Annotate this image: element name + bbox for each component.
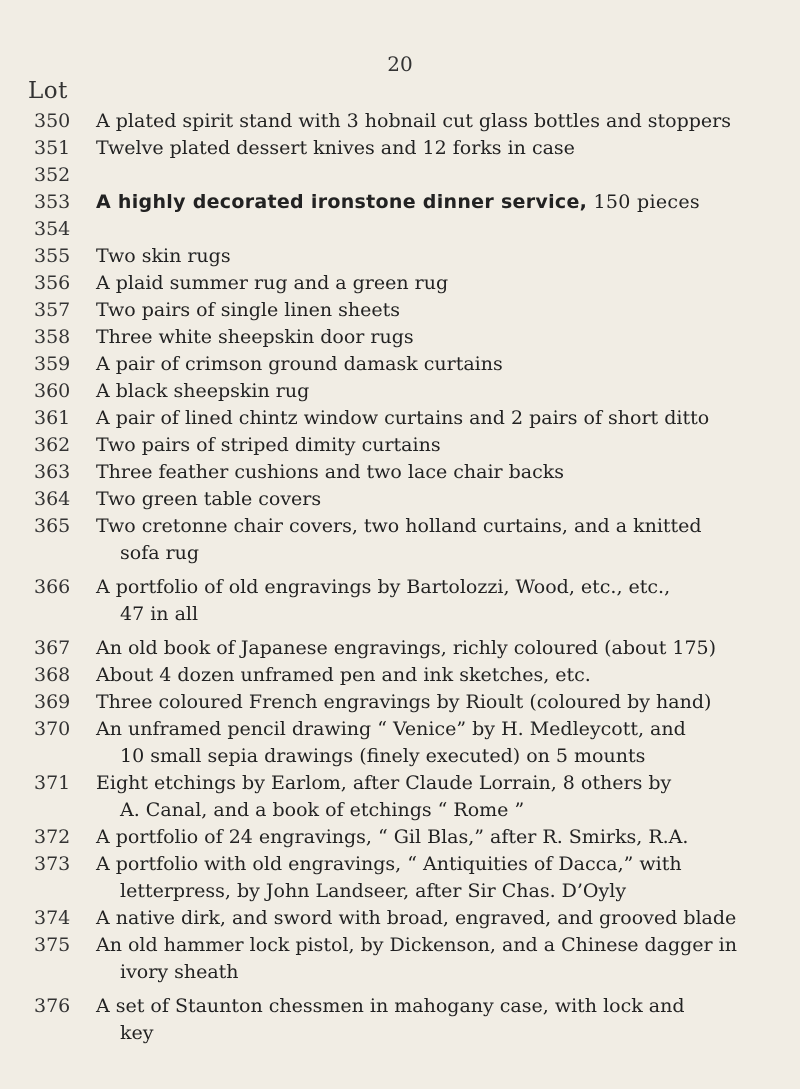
lot-description: Three feather cushions and two lace chair backs (96, 461, 565, 483)
lot-number: 366 (34, 576, 71, 598)
lot-description: Two green table covers (96, 488, 322, 510)
lot-description: Twelve plated dessert knives and 12 forks in case (96, 137, 575, 159)
lot-number: 355 (34, 245, 71, 267)
lot-number: 369 (34, 691, 71, 713)
lot-description: A portfolio with old engravings, “ Antiquities of Dacca,” with letterpress, by John Landseer, after Sir Chas. D’Oyly (96, 853, 682, 902)
lot-number: 357 (34, 299, 71, 321)
lot-description: Two pairs of single linen sheets (96, 299, 401, 321)
lot-description: A plaid summer rug and a green rug (96, 272, 449, 294)
lot-description: A set of Staunton chessmen in mahogany case, with lock and key (96, 995, 685, 1044)
lot-description (88, 216, 786, 243)
lot-entry (34, 716, 786, 770)
lot-entry (34, 486, 786, 513)
lot-number: 363 (34, 461, 71, 483)
lot-entry (34, 189, 786, 216)
lot-description: An unframed pencil drawing “ Venice” by H. Medleycott, and 10 small sepia drawings (finely executed) on 5 mounts (96, 718, 686, 767)
lot-description: Eight etchings by Earlom, after Claude Lorrain, 8 others by A. Canal, and a book of etchings “ Rome ” (96, 772, 672, 821)
lot-number: 352 (34, 164, 71, 186)
lot-entry (34, 635, 786, 662)
lot-number: 374 (34, 907, 71, 929)
lot-number: 354 (34, 218, 71, 240)
lot-description: A pair of lined chintz window curtains and 2 pairs of short ditto (96, 407, 710, 429)
lot-entry (34, 108, 786, 135)
lot-number: 368 (34, 664, 71, 686)
lot-entry (34, 351, 786, 378)
lot-entry (34, 662, 786, 689)
lot-description: An old book of Japanese engravings, richly coloured (about 175) (96, 637, 717, 659)
lot-entry (34, 689, 786, 716)
lot-number: 367 (34, 637, 71, 659)
lot-description (88, 162, 786, 189)
lot-entry (34, 297, 786, 324)
lot-entry (34, 770, 786, 824)
lot-entry (34, 162, 786, 189)
lot-number: 372 (34, 826, 71, 848)
lot-column-heading: Lot (28, 78, 68, 104)
lot-entry (34, 574, 786, 628)
lot-entry (34, 405, 786, 432)
lot-description: A highly decorated ironstone dinner service, 150 pieces (96, 191, 700, 213)
lot-description: Two pairs of striped dimity curtains (96, 434, 441, 456)
lot-description: A pair of crimson ground damask curtains (96, 353, 503, 375)
lot-description: About 4 dozen unframed pen and ink sketches, etc. (96, 664, 591, 686)
lot-number: 353 (34, 191, 71, 213)
lot-entry (34, 270, 786, 297)
lot-description: A native dirk, and sword with broad, engraved, and grooved blade (96, 907, 737, 929)
lot-entry (34, 243, 786, 270)
lot-number: 361 (34, 407, 71, 429)
lot-number: 350 (34, 110, 71, 132)
lot-description: A plated spirit stand with 3 hobnail cut glass bottles and stoppers (96, 110, 731, 132)
lot-number: 371 (34, 772, 71, 794)
lot-entry (34, 432, 786, 459)
lot-description: Three white sheepskin door rugs (96, 326, 414, 348)
lot-entry (34, 824, 786, 851)
lot-number: 351 (34, 137, 71, 159)
lot-description: A black sheepskin rug (96, 380, 310, 402)
lot-number: 365 (34, 515, 71, 537)
lot-description: Two cretonne chair covers, two holland curtains, and a knitted sofa rug (96, 515, 702, 564)
lot-entry (34, 216, 786, 243)
lot-number: 360 (34, 380, 71, 402)
lot-entry (34, 459, 786, 486)
lot-description: Three coloured French engravings by Rioult (coloured by hand) (96, 691, 712, 713)
lot-entry (34, 324, 786, 351)
lot-number: 359 (34, 353, 71, 375)
lot-description: A portfolio of old engravings by Bartolozzi, Wood, etc., etc., 47 in all (96, 576, 671, 625)
lot-description: An old hammer lock pistol, by Dickenson, and a Chinese dagger in ivory sheath (96, 934, 737, 983)
lot-list (34, 108, 786, 1047)
lot-entry (34, 378, 786, 405)
lot-number: 356 (34, 272, 71, 294)
lot-description: A portfolio of 24 engravings, “ Gil Blas,” after R. Smirks, R.A. (96, 826, 689, 848)
lot-number: 358 (34, 326, 71, 348)
lot-description: Two skin rugs (96, 245, 231, 267)
lot-entry (34, 135, 786, 162)
lot-number: 376 (34, 995, 71, 1017)
lot-number: 370 (34, 718, 71, 740)
lot-number: 362 (34, 434, 71, 456)
lot-entry (34, 851, 786, 905)
lot-entry (34, 932, 786, 986)
lot-number: 373 (34, 853, 71, 875)
lot-number: 375 (34, 934, 71, 956)
page-number: 20 (387, 52, 413, 76)
lot-entry (34, 513, 786, 567)
lot-number: 364 (34, 488, 71, 510)
lot-entry (34, 993, 786, 1047)
lot-entry (34, 905, 786, 932)
